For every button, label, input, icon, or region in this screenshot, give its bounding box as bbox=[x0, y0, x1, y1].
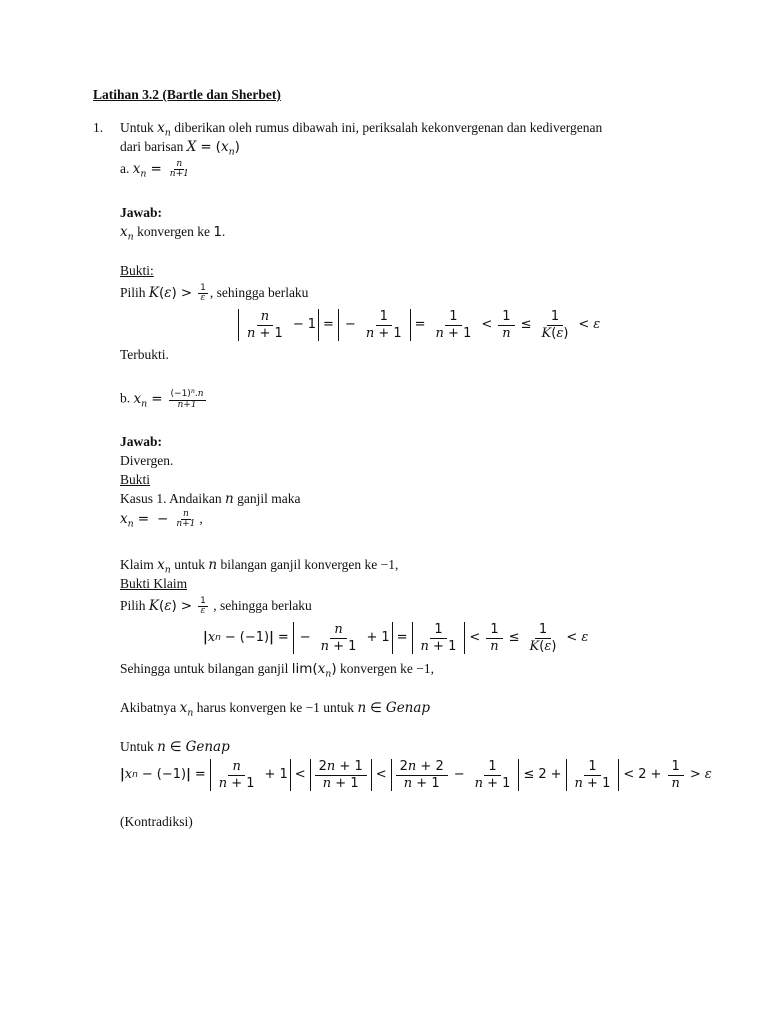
part-b-untuk-text: Untuk bbox=[120, 739, 154, 754]
part-a-pilih-text: Pilih bbox=[120, 285, 146, 301]
part-b-genap-2: Genap bbox=[185, 739, 230, 755]
part-b-genap-1: Genap bbox=[385, 700, 431, 716]
part-b-kasus: Kasus 1. Andaikan n ganjil maka bbox=[120, 491, 301, 507]
part-b-klaim-a: Klaim bbox=[120, 557, 154, 572]
part-a-terbukti: Terbukti. bbox=[120, 347, 169, 362]
part-a-label: a. bbox=[120, 161, 130, 177]
part-a-answer: $x_n$ konvergen ke 1. bbox=[120, 224, 226, 243]
part-b-kontradiksi: (Kontradiksi) bbox=[120, 814, 193, 829]
part-b-sehingga-line-a: Sehingga untuk bilangan ganjil bbox=[120, 661, 289, 676]
part-b-pilih: Pilih K(ε) > $\frac{1}{\varepsilon}$ , sehingga berlaku bbox=[120, 596, 312, 617]
page-title: Latihan 3.2 (Bartle dan Sherbet) bbox=[93, 87, 281, 102]
part-b-label: b. bbox=[120, 390, 131, 406]
part-b-bukti: Bukti bbox=[120, 472, 151, 487]
part-b-bukti-klaim: Bukti Klaim bbox=[120, 576, 188, 591]
problem-intro-b: diberikan oleh rumus dibawah ini, periksalah kekonvergenan dan kedivergenan bbox=[174, 120, 603, 135]
part-b-sehingga: , sehingga berlaku bbox=[213, 598, 312, 614]
part-a-jawab: Jawab: bbox=[120, 205, 163, 220]
part-b-klaim-b: untuk bbox=[174, 557, 205, 572]
part-b-akibat-a: Akibatnya bbox=[120, 700, 177, 715]
part-a-answer-text: konvergen ke bbox=[137, 224, 210, 239]
part-b-kasus-a: Kasus 1. Andaikan bbox=[120, 491, 222, 506]
part-a-pilih: Pilih K(ε) > $\frac{1}{\varepsilon}$ , sehingga berlaku bbox=[120, 283, 309, 304]
problem-intro-line2-text: dari barisan bbox=[120, 139, 184, 154]
part-a-answer-value: 1 bbox=[213, 224, 222, 240]
part-b-untuk: Untuk n ∈ Genap bbox=[120, 739, 230, 755]
problem-intro-line2: dari barisan $X = (x_n)$ bbox=[120, 139, 240, 158]
part-b-klaim: Klaim $x_n$ untuk n bilangan ganjil konvergen ke −1, bbox=[120, 557, 399, 576]
part-b-divergen: Divergen. bbox=[120, 453, 174, 468]
part-b-sehingga-line-b: konvergen ke −1, bbox=[340, 661, 435, 676]
problem-intro-line1: Untuk $x_n$ diberikan oleh rumus dibawah ini, periksalah kekonvergenan dan kedivergenan bbox=[120, 120, 603, 139]
part-b-case-formula: $x_n$ = − $\frac{n}{n+1}$ , bbox=[120, 509, 203, 530]
part-a-sehingga: , sehingga berlaku bbox=[209, 285, 309, 301]
part-b-formula: b. $x_n$ = $\frac{(-1)^n.n}{n+1}$ bbox=[120, 388, 204, 410]
part-a-formula: a. $x_n$ = $\frac{n}{n+1}$ bbox=[120, 159, 189, 180]
part-a-equation: $\frac{n}{n + 1}$ − 1 = − $\frac{1}{n + 1}$ = $\frac{1}{n + 1}$ < $\frac{1}{n}$ ≤ $\frac{1}{K(\varepsilon)}$ < ε bbox=[238, 307, 600, 343]
part-b-akibat-b: harus konvergen ke −1 untuk bbox=[196, 700, 355, 715]
problem-number: 1. bbox=[93, 120, 104, 135]
part-a-bukti: Bukti: bbox=[120, 263, 154, 278]
part-b-jawab: Jawab: bbox=[120, 434, 163, 449]
part-b-sehingga-line: Sehingga untuk bilangan ganjil $\lim(x_n)$ konvergen ke −1, bbox=[120, 661, 435, 680]
problem-intro-a: Untuk bbox=[120, 120, 154, 135]
part-b-equation-2: | x n − (−1) | = $\frac{n}{n + 1}$ + 1 < $\frac{2n + 1}{n + 1}$ < $\frac{2n + 2}{n + 1}$ − $\frac{1}{n + 1}$ ≤ 2 + $\frac{1}{n + 1}$ < 2 + $\frac{1}{n}$ > ε bbox=[120, 758, 712, 791]
part-b-pilih-text: Pilih bbox=[120, 598, 146, 614]
part-b-kasus-b: ganjil maka bbox=[237, 491, 301, 506]
part-b-akibat: Akibatnya $x_n$ harus konvergen ke −1 untuk n ∈ Genap bbox=[120, 700, 431, 719]
part-b-klaim-c: bilangan ganjil konvergen ke −1, bbox=[220, 557, 399, 572]
part-b-equation-1: | x n − (−1) | = − $\frac{n}{n + 1}$ + 1 = $\frac{1}{n + 1}$ < $\frac{1}{n}$ ≤ $\frac{1}{K(\varepsilon)}$ < ε bbox=[203, 621, 589, 654]
